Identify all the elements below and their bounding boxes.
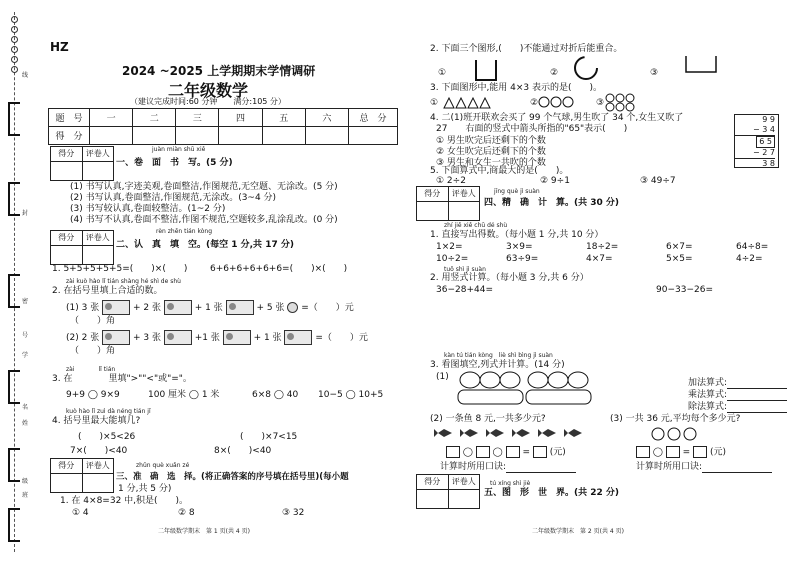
q3-text: 3. 在 里填">""<"或"="。: [52, 374, 192, 384]
section4-pinyin: jīng què jì suàn: [494, 188, 540, 195]
r-q2-opt[interactable]: ①: [438, 68, 447, 78]
subject-title: 二年级数学: [168, 81, 249, 100]
banknote-icon: [164, 330, 192, 345]
formula-label: [688, 390, 787, 401]
q2-r1-part: + 1 张: [194, 303, 223, 313]
grader-score-label: 得分: [51, 231, 83, 245]
r-q2-opt[interactable]: ②: [550, 68, 559, 78]
grader-box: [50, 146, 114, 181]
r-q4-text: 4. 二(1)班开联欢会买了 99 个气球,男生吹了 34 个,女生又吹了: [430, 113, 684, 123]
grader-score-label: 得分: [51, 147, 83, 161]
answer-box[interactable]: [476, 446, 490, 458]
unit-label: (元): [709, 447, 726, 458]
s4-q3-text: 3. 看图填空,列式并计算。(14 分): [430, 360, 565, 370]
binding-char: 学: [22, 352, 29, 359]
r-q5-opt[interactable]: ② 9÷1: [540, 176, 570, 186]
binding-char: 姓: [22, 420, 29, 427]
q3-item[interactable]: 100 厘米 ◯ 1 米: [148, 390, 220, 400]
r-q3-opt[interactable]: ①: [430, 98, 439, 108]
calc-item[interactable]: 6×7=: [666, 242, 693, 252]
coin-icon: [287, 302, 298, 313]
binding-char: 线: [22, 72, 29, 79]
formula-blank[interactable]: [727, 400, 787, 401]
binding-char: 号: [22, 332, 29, 339]
banknote-icon: [284, 330, 312, 345]
r-q4-opt[interactable]: ③ 男生和女生一共吹的个数: [436, 158, 546, 168]
answer-box[interactable]: [506, 446, 520, 458]
vertical-line: 3 8: [762, 159, 775, 168]
vertical-calc-item[interactable]: 36−28+44=: [436, 285, 493, 295]
calc-item[interactable]: 18÷2=: [586, 242, 619, 252]
oral-text: 计算时所用口诀:: [440, 462, 507, 472]
score-table-header: 一: [90, 109, 133, 127]
section1-item: (4) 书写不认真,卷面不整洁,作图不规范,空题较多,乱涂乱改。(0 分): [70, 215, 338, 225]
q2-pinyin: zài kuò hào lǐ tián shàng hé shì de shù: [66, 278, 181, 285]
right-page: [410, 0, 794, 561]
answer-box[interactable]: [693, 446, 707, 458]
score-row-label: 得 分: [49, 127, 90, 145]
grader-box: [416, 474, 480, 509]
score-table-header: 总 分: [349, 109, 398, 127]
score-table: [48, 108, 398, 145]
q3-item[interactable]: 10−5 ◯ 10+5: [318, 390, 384, 400]
banknote-icon: [102, 330, 130, 345]
answer-boxes: ◯ = (元): [636, 446, 726, 459]
teacup-picture: [450, 370, 610, 410]
formula-mul-label: 乘法算式:: [688, 390, 728, 400]
banknote-icon: [226, 300, 254, 315]
r-q4-opt[interactable]: ① 男生吹完后还剩下的个数: [436, 136, 546, 146]
oral-blank[interactable]: [506, 472, 576, 473]
page-footer: 二年级数学期末 第 2 页(共 4 页): [532, 528, 624, 535]
q2-r1-part: + 5 张: [256, 303, 285, 313]
q2-r2-part: =（ ）元: [315, 333, 368, 343]
r-q3-opt[interactable]: ③: [596, 98, 605, 108]
vertical-line: − 2 7: [735, 148, 775, 159]
calc-item[interactable]: 4×7=: [586, 254, 613, 264]
r-q2-opt[interactable]: ③: [650, 68, 659, 78]
r-q3-opt[interactable]: ②: [530, 98, 539, 108]
grader-reviewer-label: 评卷人: [85, 233, 110, 242]
formula-label: [688, 402, 787, 413]
r-q5-text: 5. 下面算式中,商最大的是( )。: [430, 166, 569, 176]
oral-text: 计算时所用口诀:: [636, 462, 703, 472]
grader-reviewer-label: 评卷人: [451, 477, 476, 486]
q3-item[interactable]: 6×8 ◯ 40: [252, 390, 299, 400]
q2-r1-part: (1) 3 张: [66, 303, 100, 313]
score-table-header: 二: [133, 109, 176, 127]
q1-right: 6+6+6+6+6+6=( )×( ): [210, 264, 348, 274]
calc-item[interactable]: 64÷8=: [736, 242, 769, 252]
s3-q1: 1. 在 4×8=32 中,积是( )。: [60, 496, 189, 506]
q4-item[interactable]: ( )×7<15: [240, 432, 298, 442]
time-note: （建议完成时间:60 分钟 满分:105 分）: [130, 97, 286, 106]
banknote-icon: [223, 330, 251, 345]
s4-q3-2: (2) 一条鱼 8 元,一共多少元?: [430, 414, 546, 424]
score-cell[interactable]: [133, 127, 176, 145]
formula-add-label: 加法算式:: [688, 378, 728, 388]
fish-picture: [434, 426, 594, 440]
calc-item[interactable]: 1×2=: [436, 242, 463, 252]
s4-q3-1-label: (1): [436, 372, 449, 382]
score-table-header: 题 号: [49, 109, 90, 127]
grader-reviewer-label: 评卷人: [85, 149, 110, 158]
grader-box: [50, 230, 114, 265]
score-table-header: 六: [305, 109, 348, 127]
q1-left: 1. 5+5+5+5+5=( )×( ): [52, 264, 188, 274]
q4-item[interactable]: ( )×5<26: [78, 432, 136, 442]
q2-row1: [66, 300, 401, 315]
grader-box: [416, 186, 480, 221]
binding-margin: [6, 12, 29, 552]
s3-q1-opt[interactable]: ① 4: [72, 508, 89, 518]
score-cell[interactable]: [219, 127, 262, 145]
q2-r1-part: + 2 张: [132, 303, 161, 313]
score-cell[interactable]: [90, 127, 133, 145]
s4-q1-pinyin: zhí jiē xiě chū dé shù: [444, 222, 508, 229]
section3-title2: 1 分,共 5 分): [118, 484, 172, 494]
exam-code: HZ: [50, 40, 69, 54]
calc-item[interactable]: 10÷2=: [436, 254, 469, 264]
section2-pinyin: rèn zhēn tián kòng: [156, 228, 213, 235]
calc-item[interactable]: 63÷9=: [506, 254, 539, 264]
section5-title: 五、图 形 世 界。(共 22 分): [484, 488, 620, 498]
s3-q1-opt[interactable]: ② 8: [178, 508, 195, 518]
r-q5-opt[interactable]: ③ 49÷7: [640, 176, 676, 186]
section1-item: (3) 书写较认真,卷面较整洁。(1~2 分): [70, 204, 226, 214]
q2-r2-part: + 3 张: [132, 333, 161, 343]
q2-text: 2. 在括号里填上合适的数。: [52, 286, 163, 296]
q2-r2-part: (2) 2 张: [66, 333, 100, 343]
section3-title: 三、准 确 选 择。(将正确答案的序号填在括号里)(每小题: [116, 472, 349, 482]
q2-r2-part: + 1 张: [253, 333, 282, 343]
exam-title: 2024 ~2025 上学期期末学情调研: [122, 64, 316, 78]
grader-score-label: 得分: [51, 459, 83, 473]
q2-row2: [66, 330, 401, 345]
unit-label: (元): [549, 447, 566, 458]
s4-q3-3: (3) 一共 36 元,平均每个多少元?: [610, 414, 741, 424]
oral-label: [440, 462, 576, 473]
section4-title: 四、精 确 计 算。(共 30 分): [484, 198, 620, 208]
calc-item[interactable]: 3×9=: [506, 242, 533, 252]
q4-text: 4. 括号里最大能填几?: [52, 416, 141, 426]
s4-q2-text: 2. 用竖式计算。（每小题 3 分,共 6 分）: [430, 273, 589, 283]
r-q5-opt[interactable]: ① 2÷2: [436, 176, 466, 186]
s4-q2-pinyin: tuō shì jì suàn: [444, 266, 486, 273]
grader-box: [50, 458, 114, 493]
grader-reviewer-label: 评卷人: [85, 461, 110, 470]
score-cell[interactable]: [176, 127, 219, 145]
r-q4-opt[interactable]: ② 女生吹完后还剩下的个数: [436, 147, 546, 157]
binding-char: 名: [22, 404, 29, 411]
fold-shapes: [436, 56, 794, 86]
vertical-line: 6 5: [756, 136, 775, 148]
calc-item[interactable]: 5×5=: [666, 254, 693, 264]
binding-char: 封: [22, 210, 29, 217]
r-q2-text: 2. 下面三个图形,( )不能通过对折后能重合。: [430, 44, 623, 54]
banknote-icon: [164, 300, 192, 315]
q3-pinyin: zài lǐ tián: [66, 366, 116, 373]
q2-r2-part: +1 张: [194, 333, 220, 343]
oral-blank[interactable]: [702, 472, 772, 473]
section3-pinyin: zhǔn què xuǎn zé: [136, 462, 190, 469]
calc-item[interactable]: 4÷2=: [736, 254, 763, 264]
page-footer: 二年级数学期末 第 1 页(共 4 页): [158, 528, 250, 535]
section2-title: 二、认 真 填 空。(每空 1 分,共 17 分): [116, 240, 294, 250]
vertical-calc: [734, 114, 779, 168]
answer-box[interactable]: [636, 446, 650, 458]
q3-item[interactable]: 9+9 ◯ 9×9: [66, 390, 120, 400]
formula-label: [688, 378, 787, 389]
vertical-calc-item[interactable]: 90−33−26=: [656, 285, 713, 295]
section1-item: (2) 书写认真,卷面整洁,作图规范,无涂改。(3~4 分): [70, 193, 277, 203]
q2-row1-jiao: （ ）角: [70, 316, 116, 326]
section1-pinyin: juàn miàn shū xiě: [152, 146, 206, 153]
q4-pinyin: kuò hào lǐ zuì dà néng tián jǐ: [66, 408, 151, 415]
answer-box[interactable]: [666, 446, 680, 458]
binding-char: 密: [22, 298, 29, 305]
answer-box[interactable]: [533, 446, 547, 458]
q4-item[interactable]: 8×( )<40: [214, 446, 272, 456]
vertical-line: − 3 4: [735, 125, 775, 136]
grader-reviewer-label: 评卷人: [451, 189, 476, 198]
grader-score-label: 得分: [417, 187, 449, 201]
score-cell[interactable]: [349, 127, 398, 145]
s4-q3-pinyin: kàn tú tián kòng liè shì bìng jì suàn: [444, 352, 553, 359]
binding-char: 级: [22, 478, 29, 485]
r-q4-text2: 27 右面的竖式中箭头所指的"65"表示( ): [436, 124, 628, 134]
formula-blank[interactable]: [727, 412, 787, 413]
score-table-header: 四: [219, 109, 262, 127]
oral-label: [636, 462, 772, 473]
grader-score-label: 得分: [417, 475, 449, 489]
ball-picture: [650, 426, 710, 442]
section1-item: (1) 书写认真,字迹美观,卷面整洁,作图规范,无空题、无涂改。(5 分): [70, 182, 338, 192]
group-pictures: [440, 92, 660, 112]
score-cell[interactable]: [262, 127, 305, 145]
r-q3-text: 3. 下面图形中,能用 4×3 表示的是( )。: [430, 83, 603, 93]
formula-div-label: 除法算式:: [688, 402, 728, 412]
score-table-header: 三: [176, 109, 219, 127]
section5-pinyin: tú xíng shì jiè: [490, 480, 531, 487]
s4-q1-text: 1. 直接写出得数。（每小题 1 分,共 10 分）: [430, 230, 604, 240]
answer-boxes: ◯ ◯ = (元): [446, 446, 566, 459]
score-cell[interactable]: [305, 127, 348, 145]
q4-item[interactable]: 7×( )<40: [70, 446, 128, 456]
binding-char: 班: [22, 492, 29, 499]
q2-r1-part: =（ ）元: [301, 303, 354, 313]
q2-row2-jiao: （ ）角: [70, 346, 116, 356]
section1-title: 一、卷 面 书 写。(5 分): [116, 158, 233, 168]
score-table-header: 五: [262, 109, 305, 127]
s3-q1-opt[interactable]: ③ 32: [282, 508, 305, 518]
formula-blank[interactable]: [727, 388, 787, 389]
vertical-line: 9 9: [762, 115, 775, 124]
answer-box[interactable]: [446, 446, 460, 458]
banknote-icon: [102, 300, 130, 315]
